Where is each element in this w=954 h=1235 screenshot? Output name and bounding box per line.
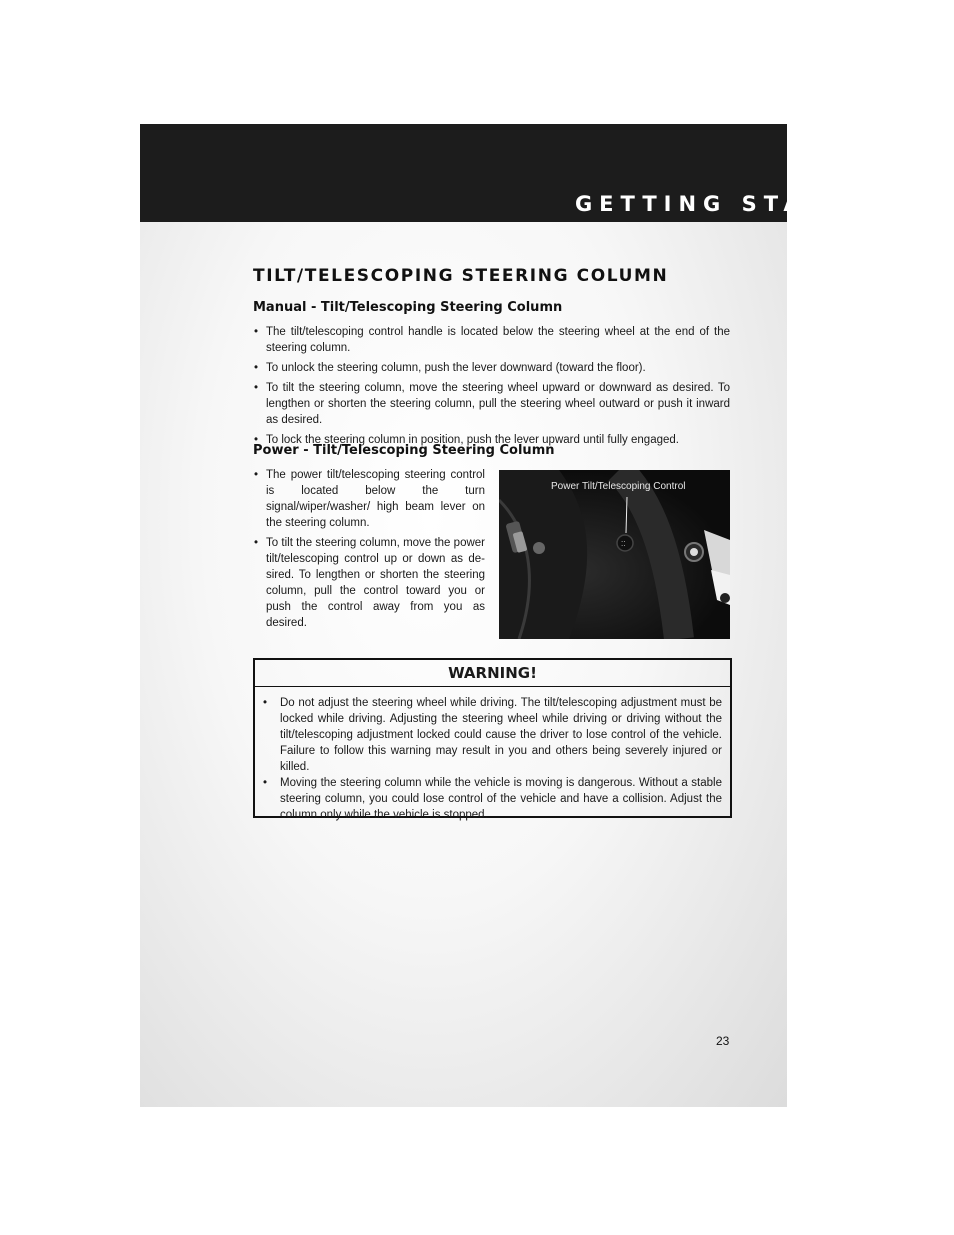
list-item: • To tilt the steering column, move the steering wheel upward or downward as desired. To lengthen or shorten the steering column, pull the steering wheel outward or push it inward as desired. [253,380,730,428]
list-item: • To unlock the steering column, push the lever downward (toward the floor). [253,360,730,376]
power-heading: Power - Tilt/Telescoping Steering Column [253,443,555,458]
warning-title: WARNING! [255,660,730,687]
steering-control-photo [499,470,730,639]
warning-box [253,658,732,821]
manual-bullet-list [253,324,730,452]
photo-caption: Power Tilt/Telescoping Control [551,481,686,492]
chapter-title: GETTING STARTED [574,192,896,216]
list-item: • To lock the steering column in position, push the lever upward until fully engaged. [253,432,730,448]
power-bullet-list [253,467,485,635]
manual-heading: Manual - Tilt/Telescoping Steering Column [253,300,563,315]
steering-column-illustration [499,470,730,639]
list-item: • Do not adjust the steering wheel while driving. The tilt/telescoping adjustment must be locked while driving. Adjusting the steering wheel while driving or driving without the tilt/telescoping adjustment locked could cause the driver to lose control of the vehicle. Failure to follow this warning may result in you and others being severely injured or killed. [263,695,722,775]
list-item: • The tilt/telescoping control handle is located below the steering wheel at the end of the steering column. [253,324,730,356]
list-item: • To tilt the steering column, move the power tilt/telescoping control up or down as de- sired. To lengthen or shorten the steering column, pull the control toward you or push the control away from you as desired. [253,535,485,631]
svg-text:⁚⁚: ⁚⁚ [621,540,626,548]
list-item: • The power tilt/telescoping steering control is located below the turn signal/wiper/washer/ high beam lever on the steering column. [253,467,485,531]
section-title: TILT/TELESCOPING STEERING COLUMN [253,266,669,286]
list-item: • Moving the steering column while the vehicle is moving is dangerous. Without a stable steering column, you could lose control of the vehicle and have a collision. Adjust the column only while the vehicle is stopped. [263,775,722,823]
page-number: 23 [716,1034,730,1048]
warning-bullet-list [255,687,730,823]
